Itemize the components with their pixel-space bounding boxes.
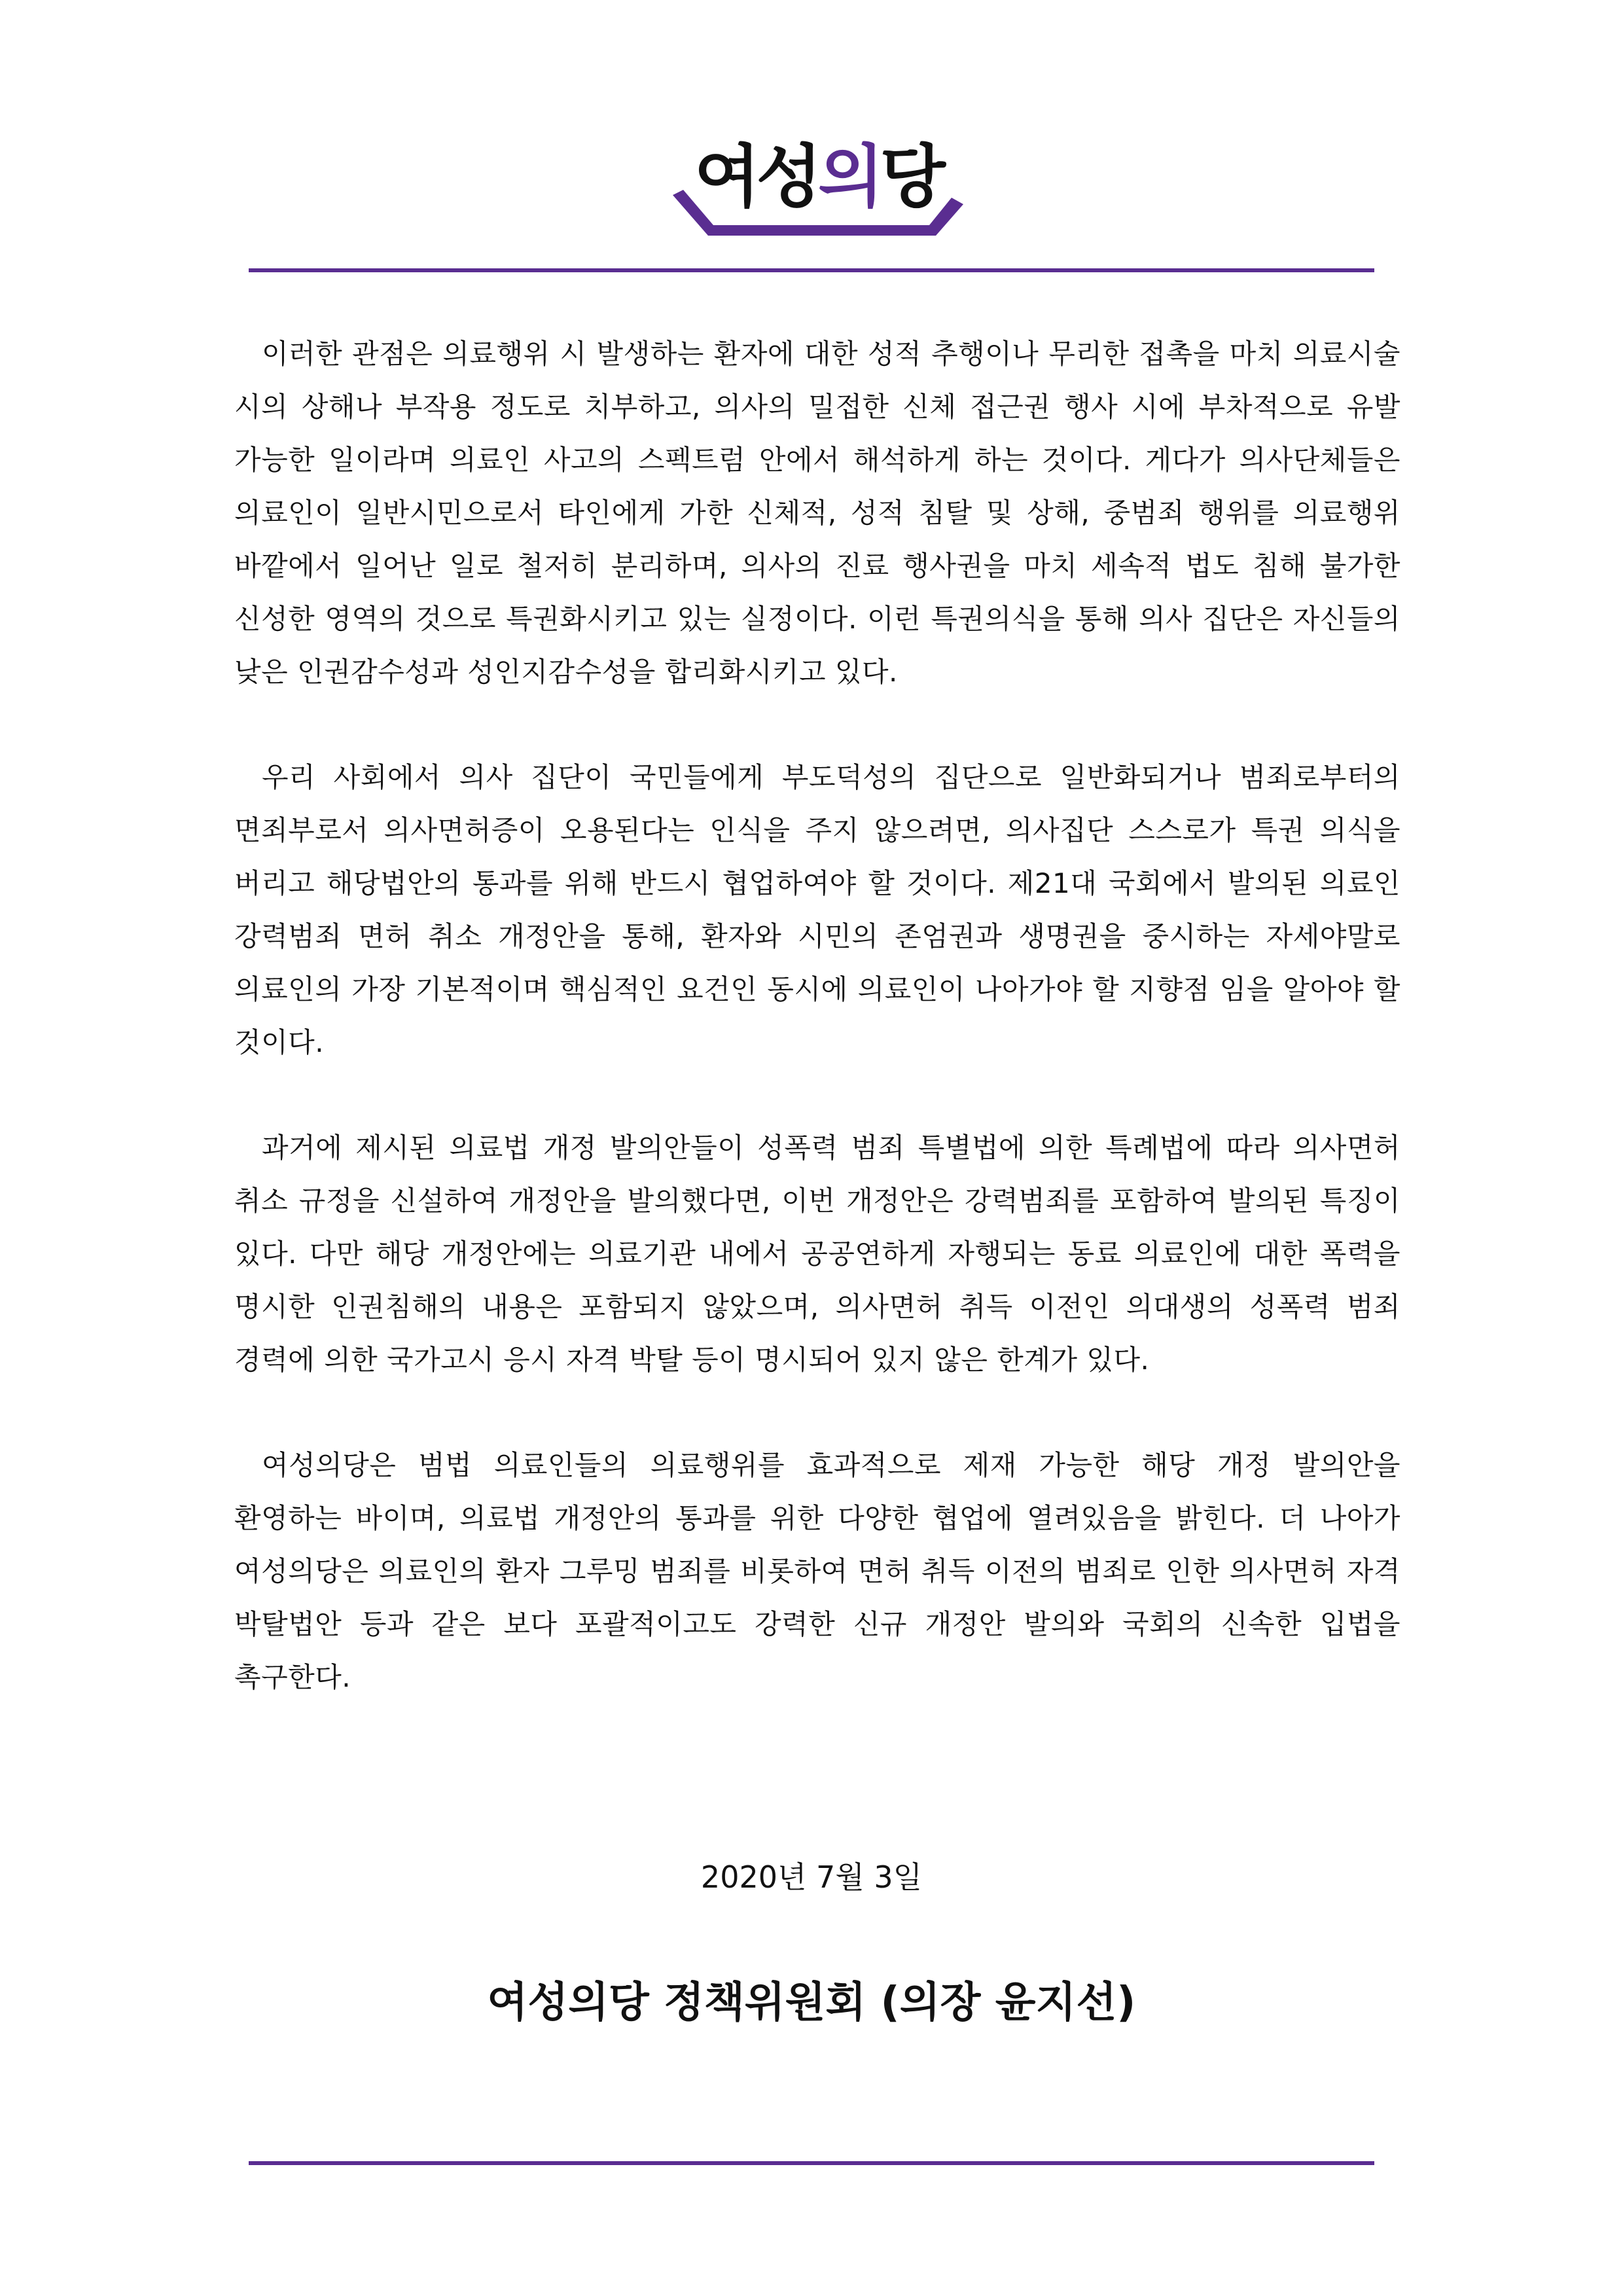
paragraph-2: 우리 사회에서 의사 집단이 국민들에게 부도덕성의 집단으로 일반화되거나 범죄로부터의 면죄부로서 의사면허증이 오용된다는 인식을 주지 않으려면, 의사집단 스스로가 특권 의식을 버리고 해당법안의 통과를 위해 반드시 협업하여야 할 것이다. 제21대 국회에서 발의된 의료인 강력범죄 면허 취소 개정안을 통해, 환자와 시민의 존엄권과 생명권을 중시하는 자세야말로 의료인의 가장 기본적이며 핵심적인 요건인 동시에 의료인이 나아가야 할 지향점 임을 알아야 할 것이다. <box>234 761 1400 1058</box>
statement-date: 2020년 7월 3일 <box>700 1859 923 1895</box>
footer-divider <box>249 2161 1374 2165</box>
paragraph-1: 이러한 관점은 의료행위 시 발생하는 환자에 대한 성적 추행이나 무리한 접촉을 마치 의료시술 시의 상해나 부작용 정도로 치부하고, 의사의 밀접한 신체 접근권 행사 시에 부차적으로 유발 가능한 일이라며 의료인 사고의 스펙트럼 안에서 해석하게 하는 것이다. 게다가 의사단체들은 의료인이 일반시민으로서 타인에게 가한 신체적, 성적 침탈 및 상해, 중범죄 행위를 의료행위 바깥에서 일어난 일로 철저히 분리하며, 의사의 진료 행사권을 마치 세속적 법도 침해 불가한 신성한 영역의 것으로 특권화시키고 있는 실정이다. 이런 특권의식을 통해 의사 집단은 자신들의 낮은 인권감수성과 성인지감수성을 합리화시키고 있다. <box>234 338 1400 688</box>
logo-text-part2: 당 <box>880 137 942 217</box>
logo-text-accent: 의 <box>818 137 880 217</box>
signature: 여성의당 정책위원회 (의장 윤지선) <box>487 1979 1136 2027</box>
statement-body <box>234 327 1400 1756</box>
party-logo <box>661 137 975 249</box>
paragraph-4: 여성의당은 범법 의료인들의 의료행위를 효과적으로 제재 가능한 해당 개정 발의안을 환영하는 바이며, 의료법 개정안의 통과를 위한 다양한 협업에 열려있음을 밝힌다. 더 나아가 여성의당은 의료인의 환자 그루밍 범죄를 비롯하여 면허 취득 이전의 범죄로 인한 의사면허 자격 박탈법안 등과 같은 보다 포괄적이고도 강력한 신규 개정안 발의와 국회의 신속한 입법을 촉구한다. <box>234 1449 1400 1693</box>
paragraph-3: 과거에 제시된 의료법 개정 발의안들이 성폭력 범죄 특별법에 의한 특례법에 따라 의사면허 취소 규정을 신설하여 개정안을 발의했다면, 이번 개정안은 강력범죄를 포함하여 발의된 특징이 있다. 다만 해당 개정안에는 의료기관 내에서 공공연하게 자행되는 동료 의료인에 대한 폭력을 명시한 인권침해의 내용은 포함되지 않았으며, 의사면허 취득 이전인 의대생의 성폭력 범죄 경력에 의한 국가고시 응시 자격 박탈 등이 명시되어 있지 않은 한계가 있다. <box>234 1132 1400 1376</box>
logo-swoosh-icon <box>661 137 975 249</box>
logo-text-part1: 여성 <box>694 137 818 217</box>
header-divider <box>249 268 1374 272</box>
